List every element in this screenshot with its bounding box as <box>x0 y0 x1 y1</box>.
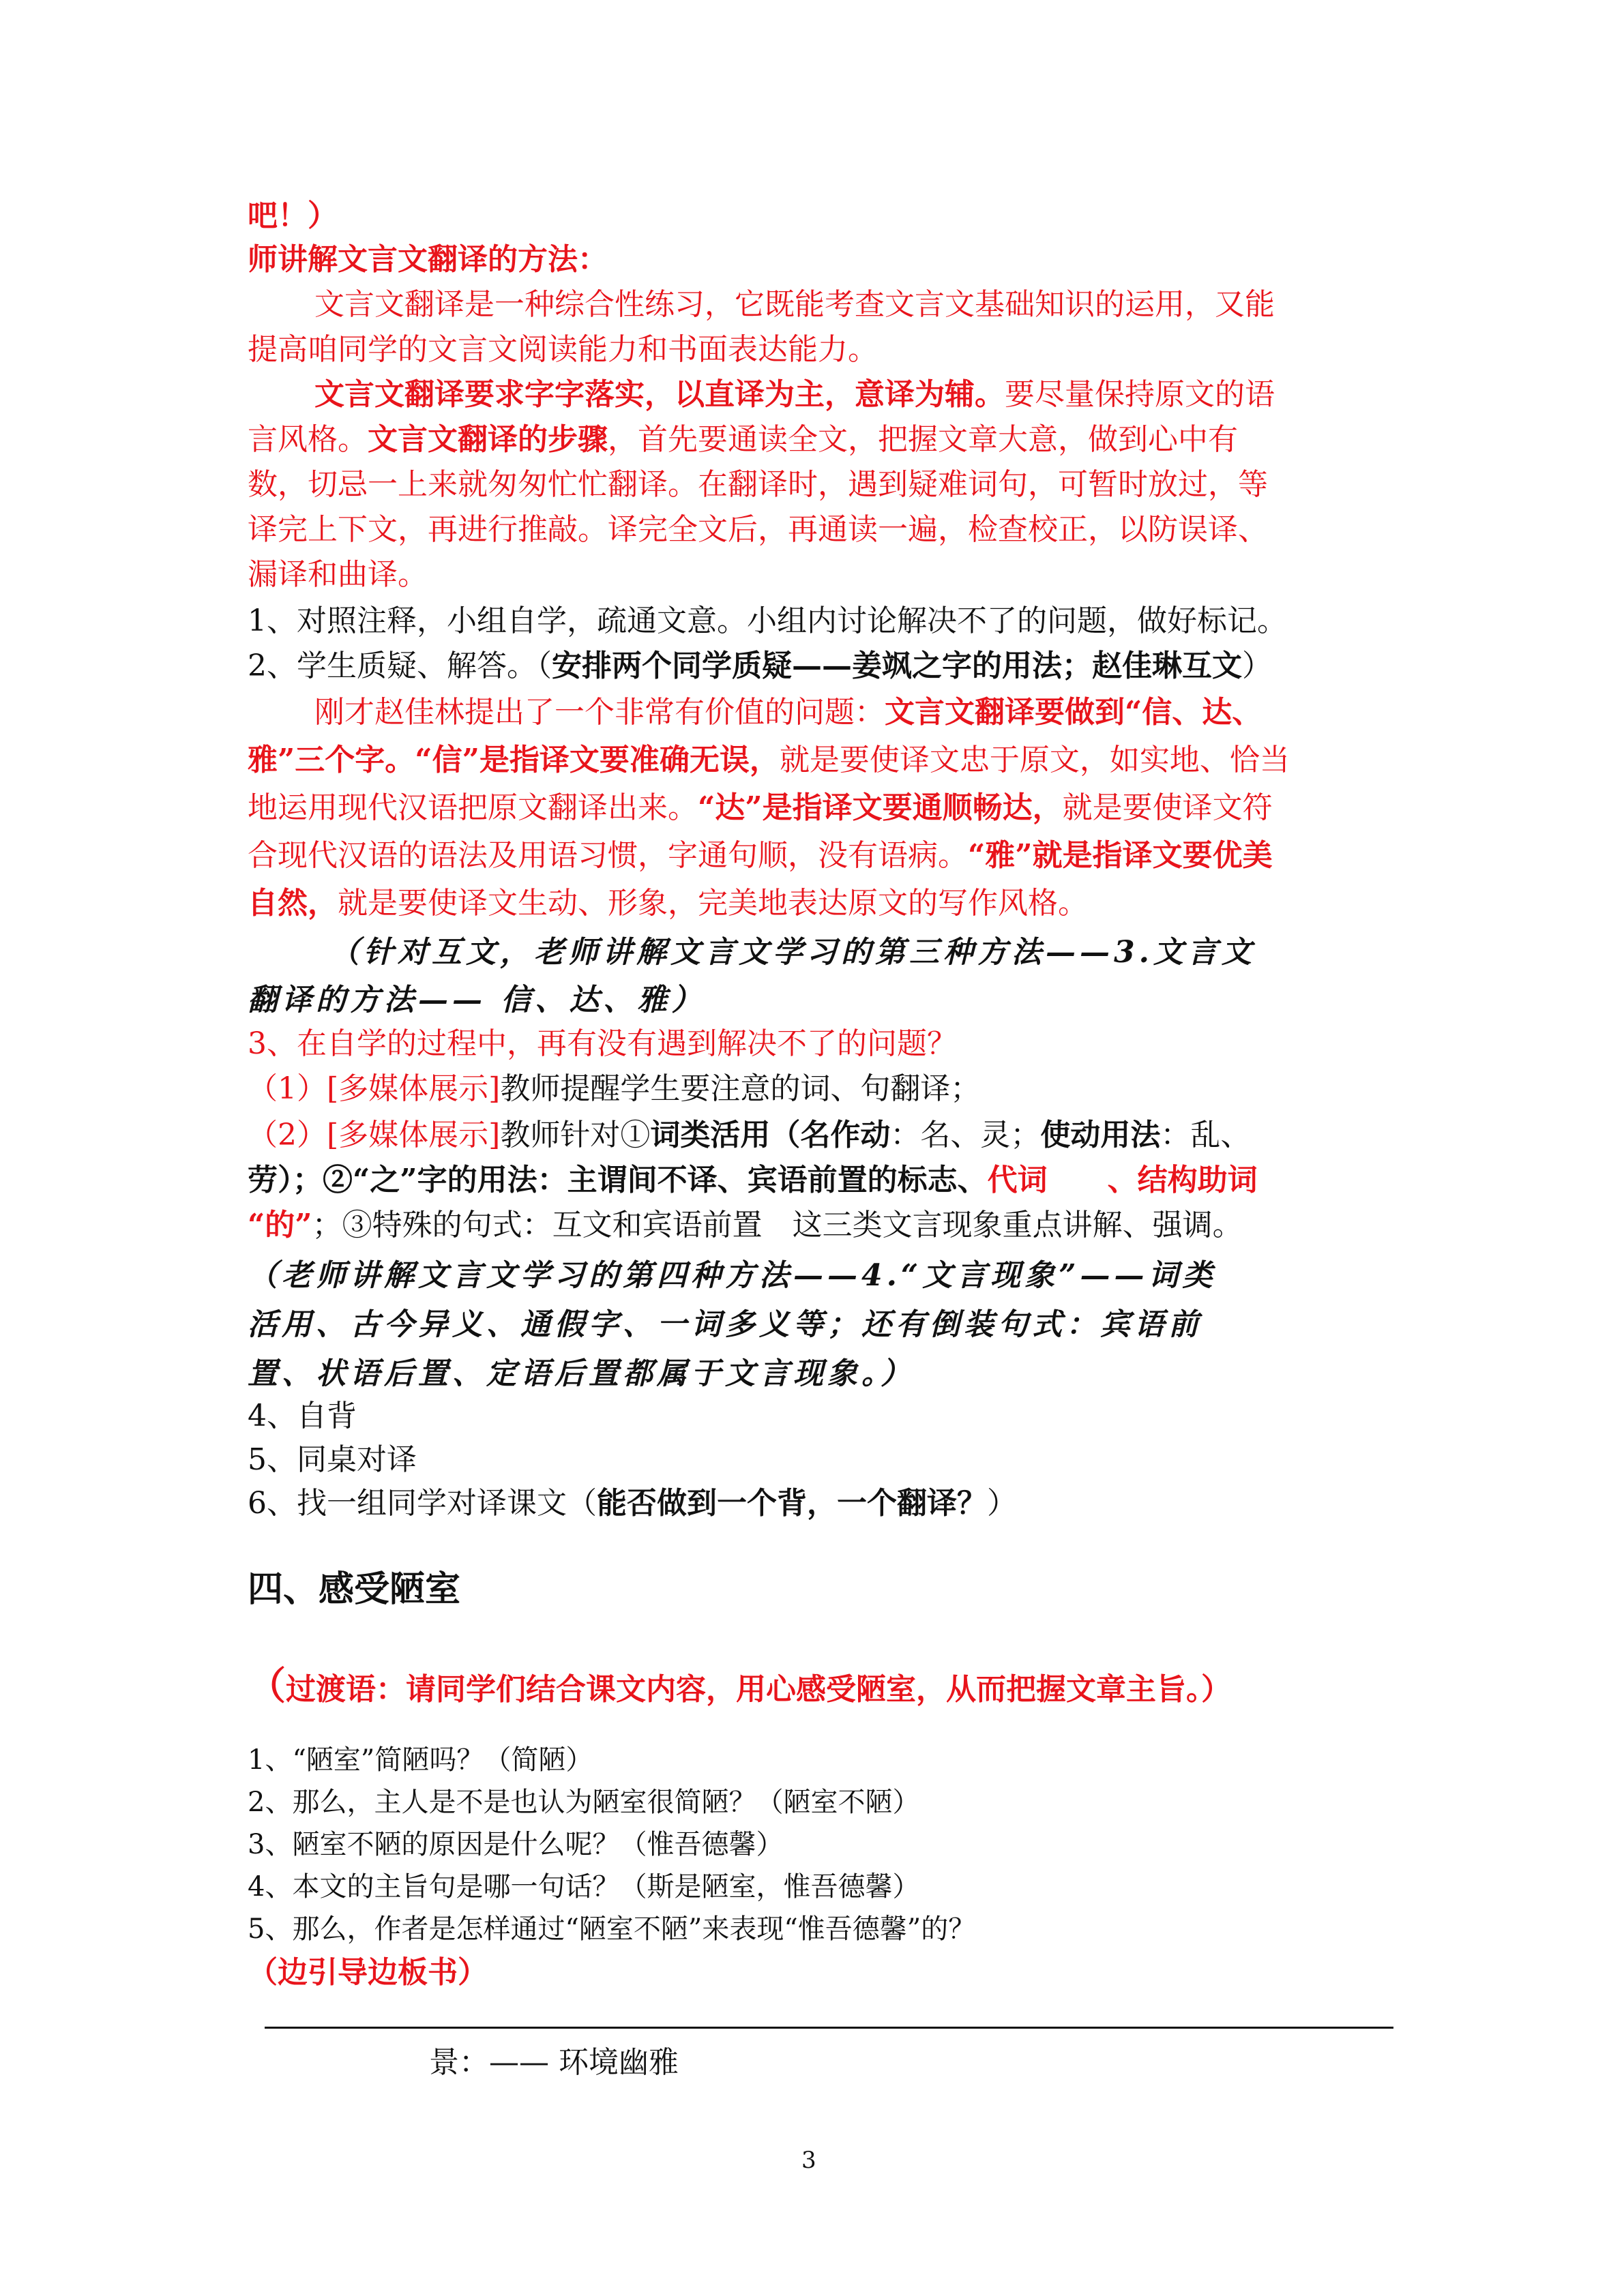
bold-phrase: 词类活用（名作动 <box>650 1118 891 1152</box>
phrase: 地运用现代汉语把原文翻译出来。 <box>248 790 698 825</box>
text-line <box>248 787 1273 829</box>
section-subtitle: 师讲解文言文翻译的方法： <box>248 242 608 277</box>
phrase: ：乱、 <box>1160 1118 1251 1152</box>
divider <box>265 2027 1393 2029</box>
text-line: 数，切忌一上来就匆匆忙忙翻译。在翻译时，遇到疑难词句，可暂时放过，等 <box>248 467 1268 502</box>
emphasis-note: 置、状语后置、定语后置都属于文言现象。） <box>248 1356 915 1391</box>
phrase: 教师针对① <box>500 1118 651 1152</box>
text-line: 提高咱同学的文言文阅读能力和书面表达能力。 <box>248 332 878 367</box>
phrase: ；③特殊的句式：互文和宾语前置 这三类文言现象重点讲解、强调。 <box>312 1208 1243 1242</box>
board-note: （边引导边板书） <box>248 1955 488 1990</box>
text-line <box>248 645 1272 687</box>
phrase: 2、学生质疑、解答。（ <box>248 648 552 683</box>
bold-phrase: “雅”就是指译文要优美 <box>968 838 1273 873</box>
phrase: ：名、灵； <box>890 1118 1041 1152</box>
text-line <box>248 1204 1243 1247</box>
text-line: 3、在自学的过程中，再有没有遇到解决不了的问题？ <box>248 1026 957 1061</box>
phrase: ，首先要通读全文，把握文章大意，做到心中有 <box>608 422 1238 457</box>
phrase: 就是要使译文生动、形象，完美地表达原文的写作风格。 <box>338 886 1088 921</box>
bold-phrase: 使动用法 <box>1040 1118 1161 1152</box>
bold-phrase: 自然， <box>248 886 338 921</box>
phrase: 就是要使译文符 <box>1062 790 1273 825</box>
section-heading: 四、感受陋室 <box>248 1569 461 1610</box>
text-line: 1、对照注释，小组自学，疏通文意。小组内讨论解决不了的问题，做好标记。 <box>248 603 1287 638</box>
media-tag: （1）[多媒体展示] <box>248 1071 501 1106</box>
bold-phrase: 文言文翻译要求字字落实，以直译为主，意译为辅。 <box>314 377 1005 412</box>
phrase: 教师提醒学生要注意的词、句翻译； <box>500 1071 981 1106</box>
text-line: 吧！） <box>248 198 338 233</box>
red-bold-phrase: “的” <box>248 1208 312 1242</box>
question-item: 2、那么，主人是不是也认为陋室很简陋？（陋室不陋） <box>248 1787 920 1818</box>
bold-phrase: 劳）；②“之”字的用法：主谓间不译、宾语前置的标志、 <box>248 1163 988 1197</box>
question-item: 3、陋室不陋的原因是什么呢？（惟吾德馨） <box>248 1829 784 1860</box>
text-line <box>248 419 1238 461</box>
phrase: 合现代汉语的语法及用语习惯，字通句顺，没有语病。 <box>248 838 968 873</box>
phrase: ） <box>1242 648 1272 683</box>
text-line <box>248 374 1275 416</box>
question-item: 5、那么，作者是怎样通过“陋室不陋”来表现“惟吾德馨”的？ <box>248 1913 976 1945</box>
phrase: 就是要使译文忠于原文，如实地、恰当 <box>779 743 1290 777</box>
text-line <box>248 835 1273 877</box>
emphasis-note: 活用、古今异义、通假字、一词多义等；还有倒装句式：宾语前 <box>248 1307 1202 1342</box>
phrase: 过渡语：请同学们结合课文内容，用心感受陋室，从而把握文章主旨。） <box>286 1672 1231 1707</box>
board-line: 景：—— 环境幽雅 <box>429 2045 679 2080</box>
text-line: 文言文翻译是一种综合性练习，它既能考查文言文基础知识的运用，又能 <box>314 287 1275 322</box>
text-line <box>248 739 1290 781</box>
text-line <box>248 882 1088 925</box>
text-line <box>248 691 1262 734</box>
emphasis-note: 翻译的方法—— 信、达、雅） <box>248 983 706 1017</box>
bold-phrase: 文言文翻译要做到“信、达、 <box>885 695 1263 730</box>
text-line <box>248 1482 1017 1525</box>
text-line <box>248 1159 1258 1202</box>
page-number: 3 <box>801 2147 816 2174</box>
text-line: 4、自背 <box>248 1399 357 1433</box>
bold-phrase: “达”是指译文要通顺畅达， <box>698 790 1063 825</box>
phrase: ） <box>987 1486 1017 1521</box>
bold-phrase: 文言文翻译的步骤 <box>368 422 608 457</box>
paren-mark: （ <box>248 1664 286 1709</box>
question-item: 4、本文的主旨句是哪一句话？（斯是陋室，惟吾德馨） <box>248 1871 920 1903</box>
phrase: 6、找一组同学对译课文（ <box>248 1486 597 1521</box>
text-line <box>248 1114 1250 1157</box>
media-tag: （2）[多媒体展示] <box>248 1118 501 1152</box>
phrase: 言风格。 <box>248 422 368 457</box>
bold-phrase: 雅”三个字。“信”是指译文要准确无误， <box>248 743 780 777</box>
emphasis-note: （老师讲解文言文学习的第四种方法——4.“文言现象”——词类 <box>248 1258 1217 1293</box>
text-line <box>248 1068 980 1110</box>
bold-phrase: 能否做到一个背，一个翻译？ <box>597 1486 987 1521</box>
red-bold-phrase: 代词 、结构助词 <box>987 1163 1258 1197</box>
text-line: 译完上下文，再进行推敲。译完全文后，再通读一遍，检查校正，以防误译、 <box>248 512 1268 547</box>
phrase: 刚才赵佳林提出了一个非常有价值的问题： <box>314 695 885 730</box>
phrase: 要尽量保持原文的语 <box>1005 377 1275 412</box>
bold-phrase: 安排两个同学质疑——姜飒之字的用法；赵佳琳互文 <box>552 648 1242 683</box>
transition-line <box>248 1665 1231 1711</box>
emphasis-note: （针对互文，老师讲解文言文学习的第三种方法——3.文言文 <box>329 935 1256 970</box>
text-line: 漏译和曲译。 <box>248 557 428 592</box>
question-item: 1、“陋室”简陋吗？（简陋） <box>248 1744 593 1776</box>
text-line: 5、同桌对译 <box>248 1442 417 1477</box>
